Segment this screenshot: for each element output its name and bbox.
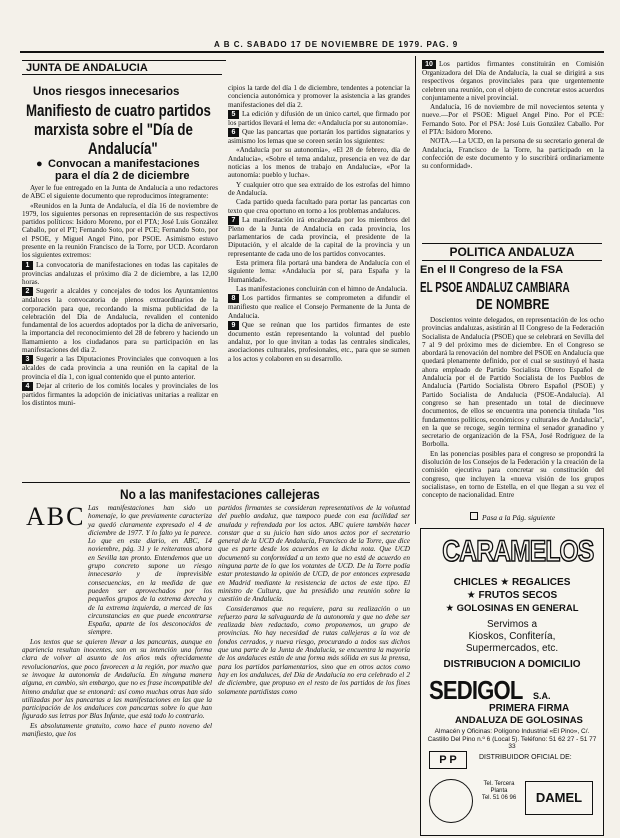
paragraph: partidos firmantes se consideran representativos de la voluntad del pueblo andaluz, que tampoco puede con esa facilidad ser anulada y refrendada por los actos. ABC quiere también hacer constar que a su juicio han sido unos actos por el secretario general de la UCD de Andalucía, Francisco de la Torre, que dice que es parte desde los acuerdos en la dicha nota. Que UCD documentó su conformidad a un texto que no está de acuerdo en ninguna parte de lo que los votantes de UCD. De la Torre podía estar protestando la opinión de UCD, de por entonces expresada en Madrid mediante la resistencia de actos de este tipo. El ministro de Cultura, que ha presidido una reunión sobre la cuestión de Andalucía. xyxy=(218,504,410,604)
item-number-badge: 7 xyxy=(228,216,239,225)
editorial-column-1-body xyxy=(22,504,212,834)
ad-brand-sedigol xyxy=(429,675,551,706)
section-underline xyxy=(22,74,222,75)
ad-line: Servimos a xyxy=(486,619,537,630)
item-number-badge: 10 xyxy=(422,60,436,69)
ad-line: ★ FRUTOS SECOS xyxy=(466,590,558,601)
headline-line-3: Andalucía" xyxy=(88,139,158,158)
ad-address-block xyxy=(479,781,519,802)
continued-note[interactable] xyxy=(470,512,555,522)
sedigol-wordmark: SEDIGOL xyxy=(429,675,523,705)
headline-line-1: Manifiesto de cuatro partidos xyxy=(26,101,211,120)
item-number-badge: 8 xyxy=(228,294,239,303)
ad-line: DISTRIBUCION A DOMICILIO xyxy=(443,659,581,670)
list-item: Sugerir a alcaldes y concejales de todos los Ayuntamientos andaluces la convocatoria de plenos extraordinarios de la corporación para que, recordando la misma publicidad de la celebración del Día de Andalucía, revaliden el contenido fundamental de los acuerdos adoptados por la dicha de aniversario, la importancia del reconocimiento del 28 de febrero y haciendo un llamamiento a los ciudadanos para su participación en las manifestaciones del día 2. xyxy=(22,287,218,355)
section-label-junta xyxy=(22,60,226,75)
deck-line-1: Convocan a manifestaciones xyxy=(48,158,200,170)
paragraph: NOTA.—La UCD, en la persona de su secretario general de Andalucía, Francisco de la Torre, ha participado en la confección de este documento y lo suscribirá ordinariamente su conformidad». xyxy=(422,137,604,171)
paragraph: Los textos que se quieren llevar a las pancartas, aunque en apariencia resultan inocentes, son en su intención una forma clara de volver al asunto de los años más ofrecidamente revolucionarios, que poco favorecen a la región, por mucho que se invoque la autonomía de Andalucía. En ninguna manera alguna, en cambio, sin embargo, que no es frase incompatible del himno andaluz que se entonará: así como muchas otras han sido utilizadas por las pancartas a las manifestaciones en las que la participación de los andaluces con pancartas sobre lo que han figurado sus letras por Blas Infante, que está todo lo contrario. xyxy=(22,637,212,721)
paragraph: Consideramos que no requiere, para su realización o un refuerzo para la salvaguarda de la autonomía y que no debe ser realizada bien redactado, como proponemos, un grupo de provincias. No hay necesidad de rutas callejeras a la voz de fondos cerrados, y nueva riesgo, procurando a todos sus dichos que una parte de la Junta de Andalucía, se encuentra la mayoría de los andaluces están de una forma más sólida en sus la prensa, para los partidos parlamentarios, sino que en otros actos como hay en los andaluces, del Día de Andalucía no era celebrado el 2 de diciembre, que propuso en el resto de los partidos de los fines solamente partidistas como xyxy=(218,604,410,696)
paragraph: Las manifestaciones han sido un homenaje, lo que previamente caracteriza ya quedó claramente expresado el 4 de diciembre de 1977. Y lo falto ya le parece. Lo que en este diario, en ABC, 14 noviembre, pág. 31 y le reiteramos ahora en Sevilla tan pronto. Entendemos que un grupo concreto supone un riesgo innecesario y de imprevisible consecuencias, en la medida de que pueden ser aprovechados por los pequeños grupos de la extrema derecha y de la extrema izquierda, a merced de las circunstancias en que puede encontrarse España, aparte de los desconocidos de siempre. xyxy=(88,504,212,637)
ad-brand-caramelos: CARAMELOS xyxy=(442,535,594,568)
ad-line: PRIMERA FIRMA xyxy=(489,703,570,714)
item-number-badge: 9 xyxy=(228,321,239,330)
headline-line-1: EL PSOE ANDALUZ CAMBIARA xyxy=(420,279,570,296)
paragraph: Y cualquier otro que sea extraído de los estrofas del himno de Andalucía. xyxy=(228,180,410,197)
item-number-badge: 1 xyxy=(22,261,33,270)
ad-line: Kioskos, Confitería, xyxy=(468,631,556,642)
ad-logo-circle xyxy=(429,779,473,823)
ad-address-line: Tel. 51 06 96 xyxy=(481,795,517,801)
list-item: Dejar al criterio de los comités locales y provinciales de los partidos firmantes la adopción de iniciativas unitarias a realizar en los distintos muni- xyxy=(22,381,218,408)
item-number-badge: 4 xyxy=(22,382,33,391)
header-rule xyxy=(20,51,604,53)
caramelos-ad[interactable] xyxy=(420,528,604,836)
ad-line: ★ GOLOSINAS EN GENERAL xyxy=(445,603,579,614)
bottom-section-rule xyxy=(22,482,410,483)
ad-line: Supermercados, etc. xyxy=(465,643,559,654)
abc-logo: ABC xyxy=(26,502,86,531)
ad-line: ANDALUZA DE GOLOSINAS xyxy=(455,715,583,726)
editorial-column-2-body xyxy=(218,504,410,834)
item-number-badge: 3 xyxy=(22,355,33,364)
article-kicker: En el II Congreso de la FSA xyxy=(420,264,564,276)
politica-article-body xyxy=(422,316,604,510)
ad-address: Almacén y Oficinas: Polígono Industrial «El Pino», C/. Castillo Del Pino n.º 6 (Local 5). Teléfono: 51 62 27 - 51 77 33 xyxy=(427,728,597,750)
deck-bullet-icon: ● xyxy=(36,158,43,170)
list-item: La convocatoria de manifestaciones en todas las capitales de provincias andaluzas el próximo día 2 de diciembre, a las 12,00 horas. xyxy=(22,260,218,286)
headline-line-2: marxista sobre el "Día de xyxy=(34,120,193,139)
continued-label: Pasa a la Pág. siguiente xyxy=(482,513,556,522)
headline-line-2: DE NOMBRE xyxy=(476,296,550,313)
item-number-badge: 6 xyxy=(228,128,239,137)
item-number-badge: 5 xyxy=(228,110,239,119)
list-item: Sugerir a las Diputaciones Provinciales que convoquen a los alcaldes de cada provincia a una reunión en la capital de la provincia el día 1, con igual contenido que el punto anterior. xyxy=(22,355,218,381)
paragraph: Es absolutamente gratuito, como hace el punto noveno del manifiesto, que los xyxy=(22,721,212,739)
ad-address-line: Tel. Tercera Planta xyxy=(483,781,515,794)
list-item: La manifestación irá encabezada por los miembros del Pleno de la Junta de Andalucía en cada provincia, los parlamentarios de cada provincia, el presidente de la Diputación, y el alcalde de la capital de la provincia y un representante de cada uno de los partidos convocantes. xyxy=(228,215,410,258)
right-article-body xyxy=(422,60,604,240)
section-label-text: JUNTA DE ANDALUCIA xyxy=(26,62,148,74)
list-item: Que las pancartas que portarán los partidos signatarios y asimismo los lemas que se coreen serán los siguientes: xyxy=(228,128,410,146)
paragraph: Doscientos veinte delegados, en representación de los ocho provincias andaluzas, asistirán al II Congreso de la Federación Socialista de Andalucía (PSOE) que se celebrará en Sevilla del 7 al 9 del próximo mes de diciembre. En el Congreso se abordará la renovación del nombre del PSOE en Andalucía que quedará plenamente definido, por el cual se sustituyó el hasta ahora empleado de Partido Socialista Obrero Español de Andalucía por el de Partido Socialista de los Pueblos de Andalucía (Partido Socialista Obrero Español (PSOE) y Partido Socialista de Andalucía (PSOE-Andalucía). Al congreso se han presentado un total de diecinueve documentos, de ellos se encuentra una ponencia titulada "los fundamentos políticos, económicos y culturales de Andalucía", en la que se recoge, según termina el senador granadino y secretario de organización de la FSA, José Rodríguez de la Borbolla. xyxy=(422,316,604,449)
sedigol-suffix: S.A. xyxy=(533,691,551,701)
list-item: Que se reúnan que los partidos firmantes de este documento están representando la voluntad del pueblo andaluz, por lo que invitan a todas las centrales sindicales, asociaciones culturales, profesionales, etc., para que se sumen a los actos y colaboren en su desarrollo. xyxy=(228,320,410,363)
list-item: Los partidos firmantes constituirán en Comisión Organizadora del Día de Andalucía, la cual se dirigirá a sus respectivos órganos provinciales para que urgentemente celebren una reunión, con el objeto de concretar estos acuerdos conjuntamente a nivel provincial. xyxy=(422,60,604,102)
damel-wordmark: DAMEL xyxy=(535,790,583,805)
list-item: Los partidos firmantes se comprometen a difundir el manifiesto que realice el Consejo Permanente de la Junta de Andalucía. xyxy=(228,294,410,320)
column-divider-right xyxy=(415,56,416,524)
item-number-badge: 2 xyxy=(22,287,33,296)
paragraph: Ayer le fue entregado en la Junta de Andalucía a uno redactores de ABC el siguiente documento que reproducimos íntegramente: xyxy=(22,184,218,201)
left-article-body xyxy=(22,184,218,480)
section-label-politica xyxy=(422,243,602,261)
editorial-headline: No a las manifestaciones callejeras xyxy=(120,486,320,502)
paragraph: Esta primera fila portará una bandera de Andalucía con el siguiente lema: «Andalucía por sí, para España y la Humanidad». xyxy=(228,259,410,284)
article-kicker: Unos riesgos innecesarios xyxy=(33,86,180,98)
ad-distributor: DISTRIBUIDOR OFICIAL DE: xyxy=(479,754,572,761)
ad-line: CHICLES ★ REGALICES xyxy=(453,577,571,588)
ad-damel-box xyxy=(525,781,593,815)
paragraph: cipios la tarde del día 1 de diciembre, tendentes a potenciar la conciencia autonómica y promover la asistencia a las grandes manifestaciones del día 2. xyxy=(228,84,410,109)
section-label-text: POLITICA ANDALUZA xyxy=(449,245,575,259)
paragraph: «Reunidos en la Junta de Andalucía, el día 16 de noviembre de 1979, los siguientes personas en representación de sus respectivos partidos políticos: Isidoro Moreno, por el PTA; José Luis González Caballo, por el PT; Fernando Soto, por el PCE; Fernando Soto, por el PSOE, y Miguel Angel Pino, por PSOE. Asimismo estuvo presente en la reunión Francisco de la Torre, por UCD. Acordaron los siguientes extremos: xyxy=(22,201,218,260)
list-item: La edición y difusión de un único cartel, que firmado por los partidos llevará el lema de: «Andalucía por su autonomía». xyxy=(228,109,410,127)
paragraph: Las manifestaciones concluirán con el himno de Andalucía. xyxy=(236,284,408,293)
paragraph: Cada partido queda facultado para portar las pancartas con texto que crea oportuno en torno a los problemas andaluces. xyxy=(228,198,410,215)
middle-article-body xyxy=(228,84,410,524)
arrow-box-icon xyxy=(470,512,478,520)
paragraph: Andalucía, 16 de noviembre de mil novecientos setenta y nueve.—Por el PSOE: Miguel Angel Pino. Por el PCE: Fernando Soto. Por el PSA: José Luis González Caballo. Por el PTA: Isidoro Moreno. xyxy=(422,103,604,137)
page-header: A B C. SABADO 17 DE NOVIEMBRE DE 1979. PAG. 9 xyxy=(214,40,459,49)
deck-line-2: para el día 2 de diciembre xyxy=(55,170,190,182)
paragraph: En las ponencias posibles para el congreso se propondrá la disolución de los Consejos de la Federación y la creación de la comisión ejecutiva para concretar su constitución del congreso, que incluyen la «nueva visión de los grupos socialistas», en torno de Estella, en el que llegan a su vez el concepto de nacionalidad. Entre xyxy=(422,449,604,500)
ad-pp-box: P P xyxy=(429,751,467,769)
paragraph: «Andalucía por su autonomía», «El 28 de febrero, día de Andalucía», «Sobre el tema andaluz, presencia en vez de dar noticias a los menos de trabajo en Andalucía», «Por la autonomía: pueblo y lucha». xyxy=(228,146,410,180)
